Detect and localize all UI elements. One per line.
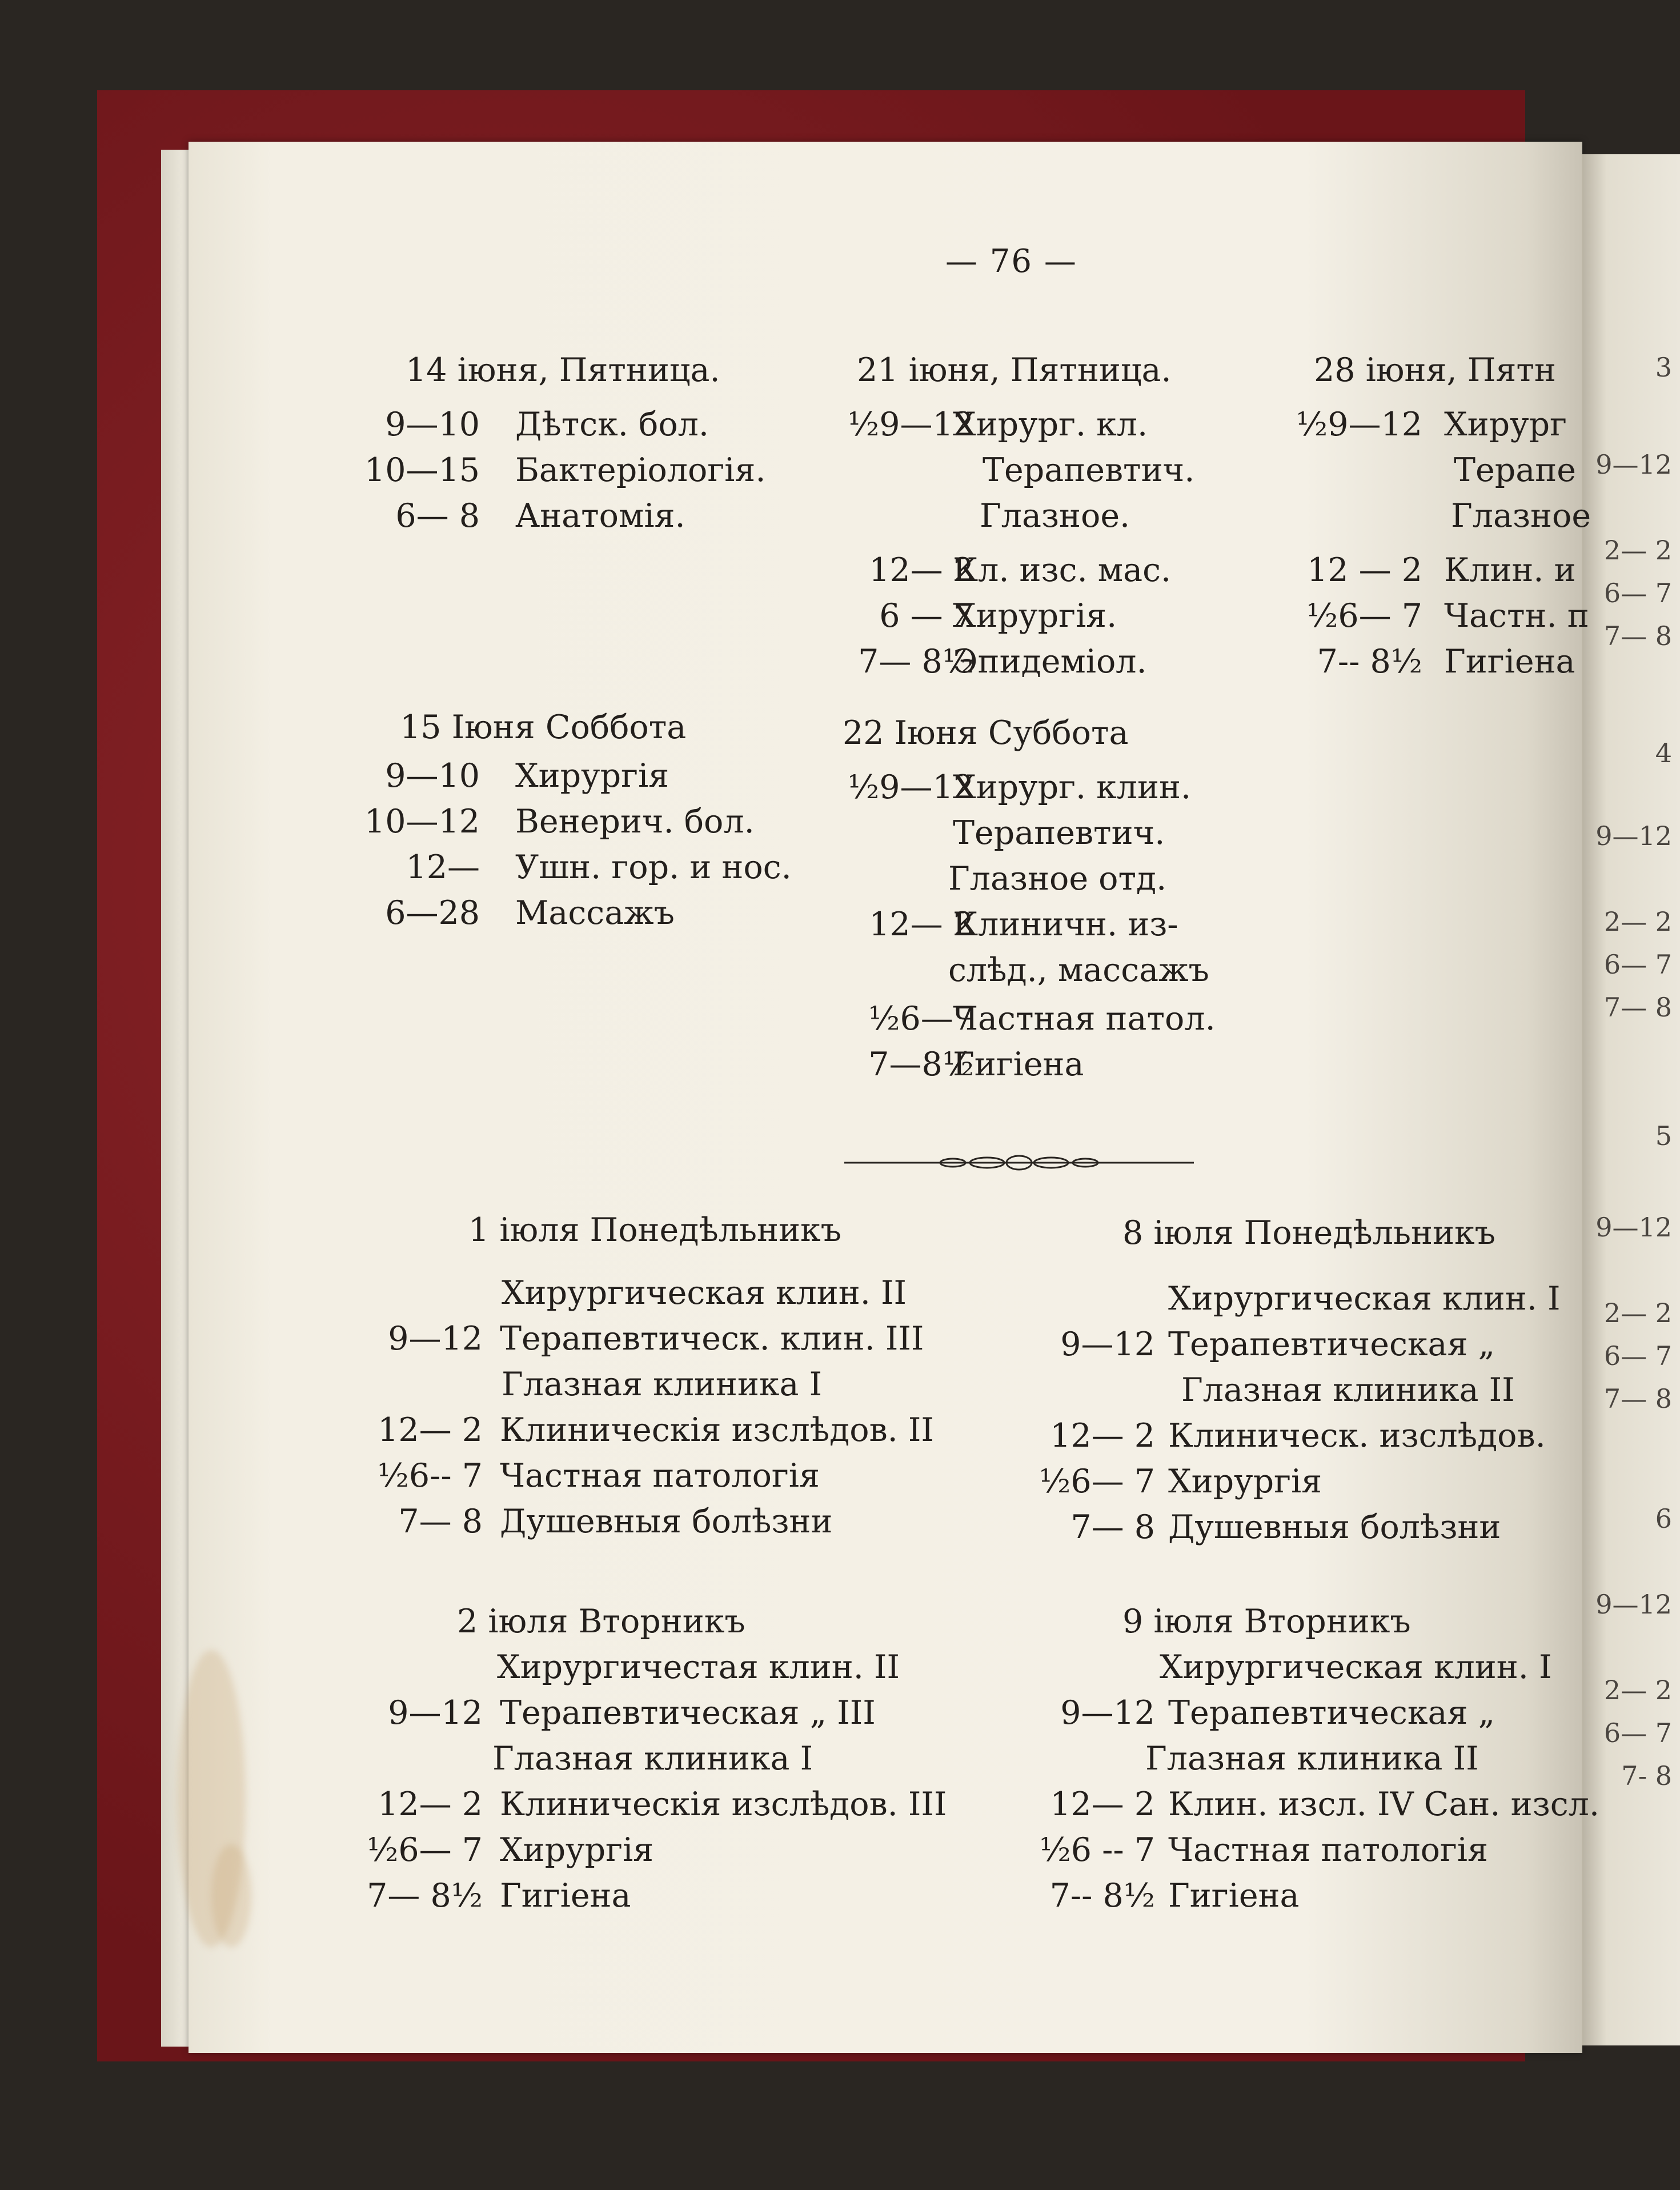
schedule-subject: Терапевтическая „ — [1168, 1694, 1495, 1732]
schedule-hours: 9—12 — [1060, 1326, 1155, 1363]
next-page-text: 6— 7 — [1603, 949, 1672, 980]
day-heading: 2 іюля Вторникъ — [457, 1603, 745, 1640]
schedule-hours: 10—15 — [364, 451, 480, 489]
schedule-subject: Частная патологія — [1168, 1831, 1488, 1869]
schedule-hours: ½6— 7 — [367, 1831, 483, 1869]
schedule-hours: 12 — 2 — [1306, 551, 1422, 589]
schedule-hours: 12— 2 — [869, 906, 974, 943]
next-page-text: 2— 2 — [1603, 535, 1672, 566]
day-heading: Глазная клиника I — [502, 1366, 823, 1403]
next-page-text: 6— 7 — [1603, 578, 1672, 608]
schedule-hours: ½9—12 — [847, 768, 974, 806]
next-page-text: 9—12 — [1595, 820, 1672, 851]
day-heading: Хирургическая клин. II — [502, 1274, 907, 1312]
schedule-hours: 12— 2 — [1050, 1785, 1155, 1823]
schedule-hours: 12— — [406, 848, 480, 886]
next-page-text: 4 — [1655, 738, 1672, 768]
day-heading: Глазная клиника I — [492, 1740, 813, 1777]
schedule-subject: Терапевтическая „ III — [500, 1694, 876, 1732]
schedule-subject: Клиничн. из- — [953, 906, 1178, 943]
schedule-subject: Клиническія изслѣдов. III — [500, 1785, 947, 1823]
schedule-hours: 9—12 — [1060, 1694, 1155, 1732]
schedule-subject: Терапевтическ. клин. III — [500, 1320, 924, 1358]
schedule-subject: Анатомія. — [515, 497, 685, 535]
schedule-hours: ½9—12 — [847, 406, 974, 443]
day-heading: 8 іюля Понедѣльникъ — [1122, 1214, 1495, 1252]
schedule-hours: 12— 2 — [869, 551, 974, 589]
day-heading: Хирургичестая клин. II — [497, 1648, 900, 1686]
schedule-subject: Хирург. кл. — [953, 406, 1148, 443]
schedule-subject: Хирург — [1444, 406, 1567, 443]
schedule-hours: 10—12 — [364, 803, 480, 840]
schedule-hours: 9—12 — [388, 1694, 483, 1732]
day-heading: Глазное отд. — [948, 860, 1167, 898]
schedule-hours: 9—10 — [385, 406, 480, 443]
day-heading: Терапе — [1454, 451, 1576, 489]
schedule-subject: Гигіена — [1168, 1877, 1300, 1915]
next-page-text: 6— 7 — [1603, 1717, 1672, 1748]
schedule-hours: 6—28 — [385, 894, 480, 932]
schedule-subject: Хирургія. — [953, 597, 1117, 635]
schedule-subject: Бактеріологія. — [515, 451, 766, 489]
next-page-text: 2— 2 — [1603, 1675, 1672, 1705]
schedule-hours: 9—12 — [388, 1320, 483, 1358]
schedule-subject: Частная патол. — [953, 1000, 1216, 1038]
next-page-text: 9—12 — [1595, 1589, 1672, 1620]
day-heading: Терапевтич. — [983, 451, 1195, 489]
schedule-subject: Клиническ. изслѣдов. — [1168, 1417, 1546, 1455]
schedule-hours: 6— 8 — [395, 497, 480, 535]
schedule-hours: ½6— 7 — [1039, 1463, 1155, 1500]
schedule-hours: 7-- 8½ — [1049, 1877, 1155, 1915]
schedule-subject: Хирургія — [515, 757, 669, 795]
day-heading: 14 іюня, Пятница. — [406, 351, 720, 389]
schedule-hours: ½6 -- 7 — [1039, 1831, 1155, 1869]
day-heading: 22 Іюня Суббота — [843, 714, 1129, 752]
schedule-hours: 12— 2 — [378, 1785, 483, 1823]
day-heading: слѣд., массажъ — [948, 951, 1209, 989]
day-heading: Хирургическая клин. I — [1160, 1648, 1552, 1686]
schedule-subject: Клин. изсл. IV Сан. изсл. — [1168, 1785, 1599, 1823]
schedule-hours: 7— 8 — [398, 1503, 483, 1540]
schedule-hours: 7-- 8½ — [1317, 643, 1422, 680]
day-heading: 15 Іюня Соббота — [400, 708, 687, 746]
schedule-hours: 12— 2 — [378, 1411, 483, 1449]
day-heading: Глазная клиника II — [1181, 1371, 1515, 1409]
schedule-hours: 12— 2 — [1050, 1417, 1155, 1455]
page-number: — 76 — — [945, 243, 1077, 280]
next-page-text: 6 — [1655, 1503, 1672, 1534]
next-page-text: 9—12 — [1595, 449, 1672, 480]
schedule-subject: Дѣтск. бол. — [515, 406, 709, 443]
ornament-divider — [844, 1148, 1194, 1177]
schedule-subject: Гигіена — [1444, 643, 1575, 680]
schedule-subject: Частн. п — [1444, 597, 1589, 635]
next-page-text: 7- 8 — [1621, 1760, 1672, 1791]
next-page-text: 2— 2 — [1603, 906, 1672, 937]
schedule-hours: ½9—12 — [1296, 406, 1422, 443]
schedule-hours: ½6-- 7 — [377, 1457, 483, 1495]
schedule-subject: Душевныя болѣзни — [1168, 1508, 1501, 1546]
next-page-text: 6— 7 — [1603, 1340, 1672, 1371]
schedule-subject: Клиническія изслѣдов. II — [500, 1411, 934, 1449]
day-heading: 28 іюня, Пятн — [1314, 351, 1556, 389]
schedule-hours: 7— 8½ — [367, 1877, 483, 1915]
day-heading: Хирургическая клин. I — [1168, 1280, 1561, 1318]
schedule-subject: Эпидеміол. — [953, 643, 1147, 680]
schedule-subject: Ушн. гор. и нос. — [515, 848, 792, 886]
schedule-hours: 6 — 7 — [879, 597, 974, 635]
next-page-text: 7— 8 — [1603, 1383, 1672, 1414]
next-page-text: 7— 8 — [1603, 620, 1672, 651]
next-page-text: 2— 2 — [1603, 1298, 1672, 1328]
schedule-subject: Кл. изс. мас. — [953, 551, 1172, 589]
schedule-subject: Массажъ — [515, 894, 675, 932]
schedule-hours: 7— 8½ — [858, 643, 974, 680]
schedule-hours: 9—10 — [385, 757, 480, 795]
day-heading: 1 іюля Понедѣльникъ — [468, 1211, 841, 1249]
schedule-subject: Терапевтическая „ — [1168, 1326, 1495, 1363]
schedule-subject: Хирургія — [1168, 1463, 1322, 1500]
schedule-subject: Душевныя болѣзни — [500, 1503, 833, 1540]
next-page-text: 7— 8 — [1603, 992, 1672, 1023]
paper-stain — [211, 1844, 251, 1947]
schedule-subject: Клин. и — [1444, 551, 1576, 589]
schedule-hours: 7— 8 — [1070, 1508, 1155, 1546]
next-page-text: 3 — [1655, 352, 1672, 383]
schedule-subject: Венерич. бол. — [515, 803, 755, 840]
schedule-subject: Гигіена — [953, 1046, 1084, 1083]
schedule-subject: Хирургія — [500, 1831, 654, 1869]
schedule-hours: ½6— 7 — [1306, 597, 1422, 635]
schedule-subject: Гигіена — [500, 1877, 631, 1915]
day-heading: 21 іюня, Пятница. — [857, 351, 1172, 389]
schedule-subject: Частная патологія — [500, 1457, 820, 1495]
day-heading: Глазная клиника II — [1145, 1740, 1479, 1777]
day-heading: Терапевтич. — [953, 814, 1165, 852]
next-page-text: 9—12 — [1595, 1212, 1672, 1243]
day-heading: Глазное. — [980, 497, 1130, 535]
day-heading: Глазное — [1451, 497, 1591, 535]
schedule-subject: Хирург. клин. — [953, 768, 1192, 806]
next-page-text: 5 — [1655, 1120, 1672, 1151]
day-heading: 9 іюля Вторникъ — [1122, 1603, 1411, 1640]
schedule-hours: 7—8½ — [868, 1046, 974, 1083]
schedule-hours: ½6—7 — [868, 1000, 974, 1038]
